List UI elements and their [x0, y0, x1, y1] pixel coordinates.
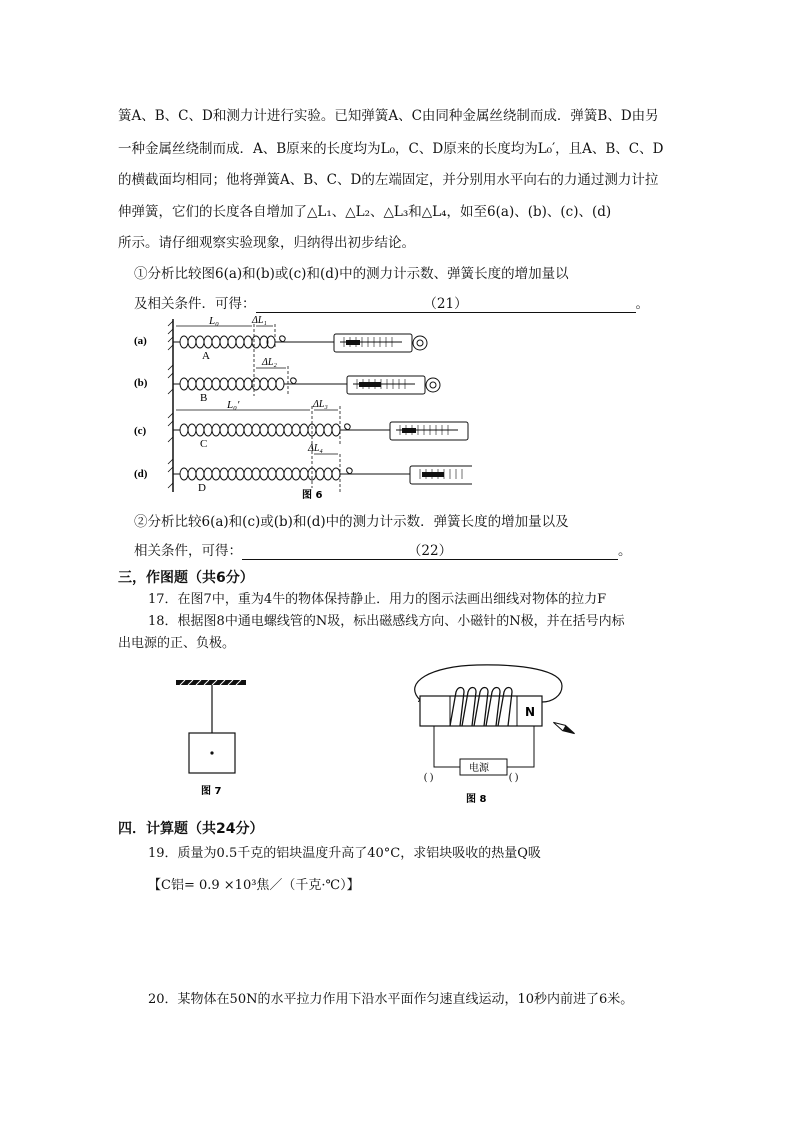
spring-label-d: D	[198, 482, 206, 494]
delta-label-3: ΔL₃	[313, 399, 328, 410]
q16-sub2-prompt: 相关条件，可得：	[134, 543, 242, 559]
figure-7-hanging-block	[176, 678, 256, 808]
q16-sub1-end: 。	[635, 296, 649, 312]
delta-label-4: ΔL₄	[308, 443, 323, 454]
spring-label-c: C	[200, 438, 208, 450]
q16-sub2-line-1: ②分析比较6(a)和(c)或(b)和(d)中的测力计示数．弹簧长度的增加量以及	[134, 514, 569, 530]
spring-b	[173, 376, 440, 404]
q16-sub2-line-2	[134, 539, 632, 560]
spring-a	[173, 334, 427, 362]
solenoid-core	[420, 696, 542, 726]
row-label-d: (d)	[134, 468, 148, 480]
figure-6-caption: 图 6	[302, 490, 323, 501]
compass-needle	[552, 720, 576, 737]
bracket-right: ( )	[509, 772, 519, 783]
answer-blank-21[interactable]	[256, 292, 636, 313]
figure-6-spring-diagram	[132, 314, 472, 504]
power-source-label: 电源	[469, 763, 489, 774]
question-19: 19．质量为0.5千克的铝块温度升高了40°C，求铝块吸收的热量Q吸	[148, 846, 541, 861]
q16-line-4: 伸弹簧，它们的长度各自增加了△L₁、△L₂、△L₃和△L₄，如至6(a)、(b)、(c)、(d)	[118, 204, 612, 220]
answer-blank-22[interactable]	[242, 539, 618, 560]
section-3-heading: 三，作图题（共6分）	[118, 570, 254, 586]
figure-8-solenoid-circuit	[402, 662, 602, 812]
length-label-a: L₀	[209, 315, 219, 327]
q16-line-1: 簧A、B、C、D和测力计进行实验。已知弹簧A、C由同种金属丝绕制而成．弹簧B、D由另	[118, 108, 659, 124]
blank-21-label: （21）	[423, 296, 468, 312]
figure-8-caption: 图 8	[466, 794, 487, 805]
q16-sub1-line-2	[134, 292, 649, 313]
q16-line-5: 所示。请仔细观察实验现象，归纳得出初步结论。	[118, 235, 415, 251]
question-18-line-1: 18．根据图8中通电螺线管的N圾，标出磁感线方向、小磁针的N极，并在括号内标	[148, 614, 625, 629]
bracket-left: ( )	[424, 772, 434, 783]
spring-d	[173, 466, 472, 494]
q16-line-2: 一种金属丝绕制而成．A、B原来的长度均为L₀，C、D原来的长度均为L₀′，且A、B、C、D	[118, 141, 664, 157]
length-label-c: L₀′	[227, 399, 240, 411]
row-label-c: (c)	[134, 425, 147, 437]
section-4-heading: 四．计算题（共24分）	[118, 821, 264, 837]
row-label-a: (a)	[134, 335, 147, 347]
delta-label-2: ΔL₂	[262, 357, 277, 368]
blank-22-label: （22）	[407, 543, 453, 559]
figure-7-caption: 图 7	[201, 786, 222, 797]
spring-label-b: B	[200, 392, 208, 404]
n-pole-label: N	[525, 705, 536, 719]
spring-label-a: A	[202, 350, 210, 362]
question-18-line-2: 出电源的正、负极。	[118, 636, 236, 651]
row-label-b: (b)	[134, 377, 148, 389]
q16-sub1-line-1: ①分析比较图6(a)和(b)或(c)和(d)中的测力计示数、弹簧长度的增加量以	[134, 266, 569, 282]
q16-sub2-end: 。	[618, 543, 632, 559]
q16-line-3: 的横截面均相同；他将弹簧A、B、C、D的左端固定，并分别用水平向右的力通过测力计拉	[118, 172, 659, 188]
delta-label-1: ΔL₁	[252, 315, 267, 326]
question-20: 20．某物体在50N的水平拉力作用下沿水平面作匀速直线运动，10秒内前进了6米。	[148, 992, 634, 1007]
q16-sub1-prompt: 及相关条件．可得：	[134, 296, 256, 312]
question-17: 17．在图7中，重为4牛的物体保持静止．用力的图示法画出细线对物体的拉力F	[148, 592, 607, 607]
question-19-formula: 【C铝= 0.9 ×10³焦／（千克·℃）】	[148, 878, 360, 893]
